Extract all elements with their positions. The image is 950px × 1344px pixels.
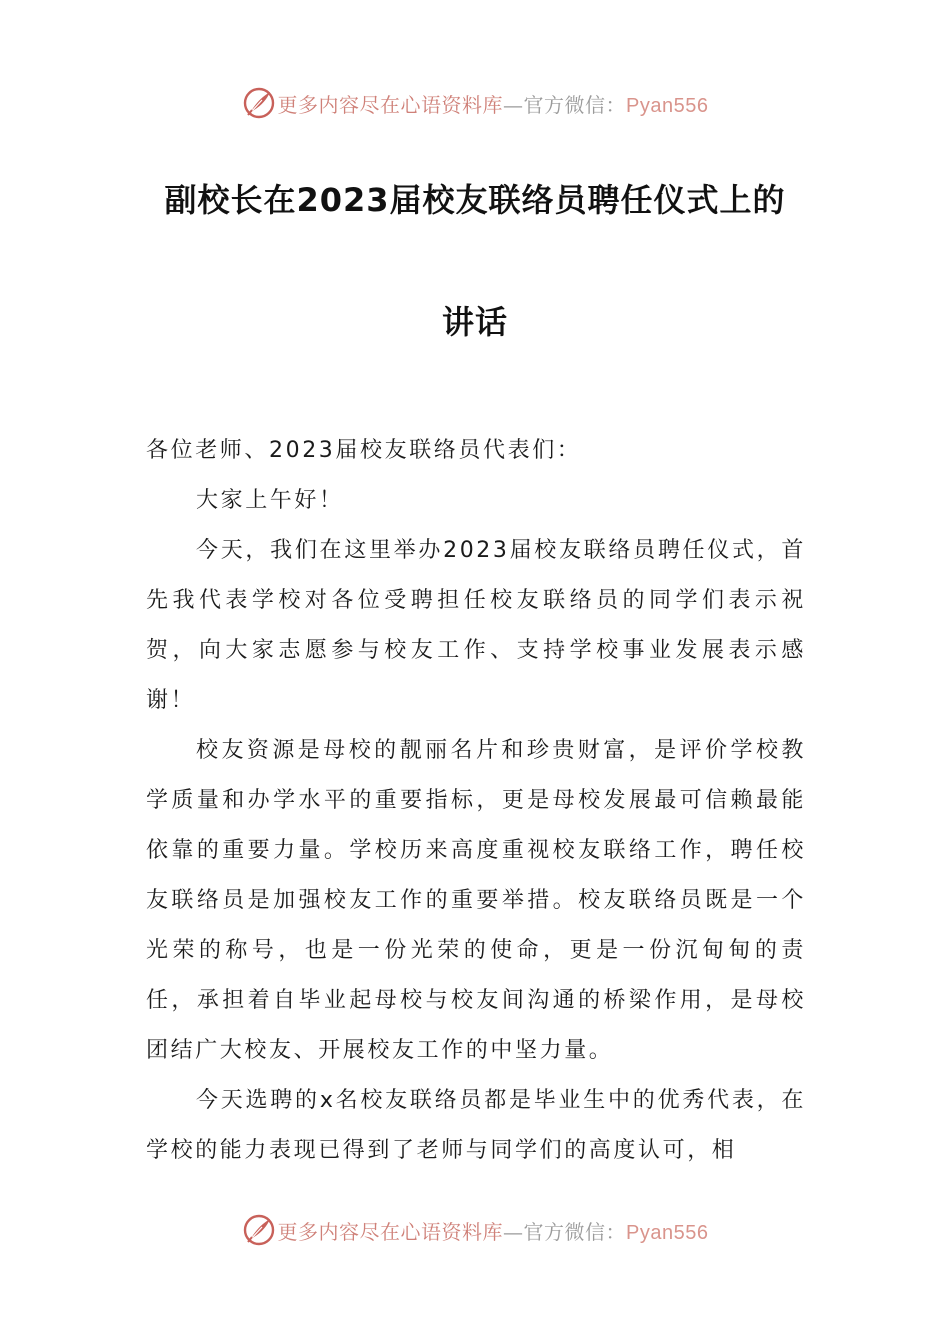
banner-official-label: 官方微信： [523, 92, 627, 117]
salutation: 各位老师、2023届校友联络员代表们： [146, 438, 582, 463]
footer-watermark-banner [0, 1208, 950, 1252]
banner-dash: — [503, 92, 524, 117]
banner-wechat-id: Pyan556 [626, 94, 709, 117]
banner-main-text: 更多内容尽在心语资料库 [277, 1219, 504, 1244]
banner-text [278, 89, 709, 118]
paragraph: 校友资源是母校的靓丽名片和珍贵财富，是评价学校教学质量和办学水平的重要指标，更是母校发展最可信赖最能依靠的重要力量。学校历来高度重视校友联络工作，聘任校友联络员是加强校友工作的重要举措。校友联络员既是一个光荣的称号，也是一份光荣的使命，更是一份沉甸甸的责任，承担着自毕业起母校与校友间沟通的桥梁作用，是母校团结广大校友、开展校友工作的中坚力量。 [146, 738, 806, 1063]
document-title-line-1: 副校长在2023届校友联络员聘任仪式上的 [164, 181, 786, 219]
banner-main-text: 更多内容尽在心语资料库 [277, 92, 504, 117]
paragraph: 今天选聘的x名校友联络员都是毕业生中的优秀代表，在学校的能力表现已得到了老师与同学们的高度认可，相 [146, 1088, 806, 1163]
header-watermark-banner [0, 81, 950, 125]
document-title-line-2: 讲话 [441, 303, 508, 341]
document-body [146, 426, 806, 1176]
paragraph: 今天，我们在这里举办2023届校友联络员聘任仪式，首先我代表学校对各位受聘担任校友联络员的同学们表示祝贺，向大家志愿参与校友工作、支持学校事业发展表示感谢！ [146, 538, 806, 713]
quill-pen-logo-icon [242, 86, 276, 120]
banner-text [278, 1216, 709, 1245]
banner-official-label: 官方微信： [523, 1219, 627, 1244]
paragraph: 大家上午好！ [196, 488, 344, 513]
banner-dash: — [503, 1219, 524, 1244]
quill-pen-logo-icon [242, 1213, 276, 1247]
banner-wechat-id: Pyan556 [626, 1221, 709, 1244]
